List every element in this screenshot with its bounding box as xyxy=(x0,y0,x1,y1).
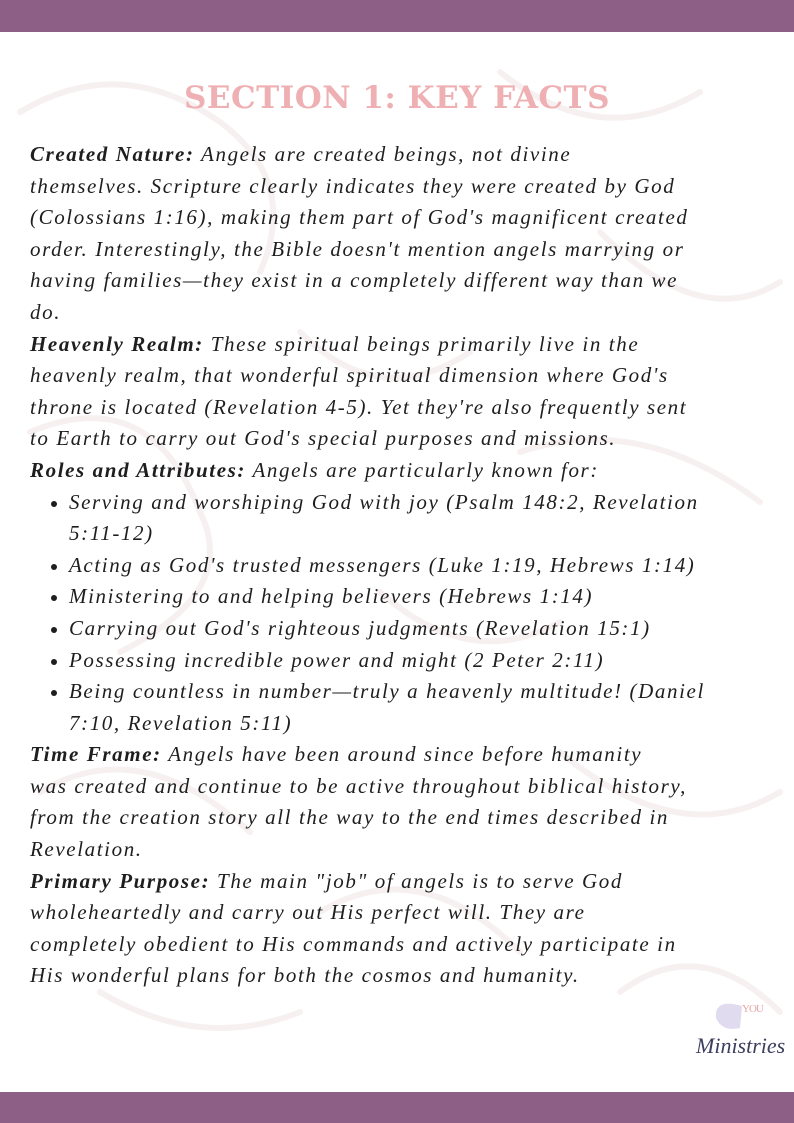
list-item-line: Acting as God's trusted messengers (Luke 1:19, Hebrews 1:14) xyxy=(69,552,696,577)
butterfly-icon xyxy=(716,1004,742,1029)
section-label: Roles and Attributes: xyxy=(30,457,247,482)
paragraph-line xyxy=(30,297,780,329)
paragraph-line xyxy=(30,866,780,898)
line-text: Angels are created beings, not divine xyxy=(194,142,572,166)
paragraph-line xyxy=(30,929,780,961)
key-facts-body xyxy=(30,139,780,992)
paragraph-line xyxy=(30,802,780,834)
list-item xyxy=(30,645,780,677)
paragraph-line xyxy=(30,234,780,266)
line-text: The main "job" of angels is to serve God xyxy=(210,868,623,893)
paragraph-line xyxy=(30,960,780,992)
paragraph-line xyxy=(30,265,780,297)
list-item-line: Ministering to and helping believers (Hebrews 1:14) xyxy=(69,584,594,609)
roles-list xyxy=(30,487,780,740)
svg-text:YOU: YOU xyxy=(742,1003,763,1015)
bottom-banner xyxy=(0,1092,794,1123)
list-item xyxy=(30,613,780,645)
top-banner xyxy=(0,0,794,32)
line-text: throne is located (Revelation 4-5). Yet they're also frequently sent xyxy=(30,394,688,419)
list-item-line: Being countless in number—truly a heavenly multitude! (Daniel xyxy=(69,679,705,704)
paragraph-line xyxy=(30,834,780,866)
paragraph-line xyxy=(30,392,780,424)
paragraph-line xyxy=(30,360,780,392)
list-item xyxy=(30,487,780,550)
line-text: themselves. Scripture clearly indicates they were created by God xyxy=(30,173,676,198)
line-text: wholeheartedly and carry out His perfect will. They are xyxy=(30,900,586,925)
list-item-line: 5:11-12) xyxy=(69,521,154,546)
list-item xyxy=(30,676,780,739)
line-text: completely obedient to His commands and actively participate in xyxy=(30,931,677,956)
line-text: from the creation story all the way to the end times described in xyxy=(30,805,670,830)
line-text: His wonderful plans for both the cosmos and humanity. xyxy=(30,963,580,988)
line-text: order. Interestingly, the Bible doesn't mention angels marrying or xyxy=(30,236,685,261)
section-label: Created Nature: xyxy=(30,142,195,166)
paragraph-line xyxy=(30,171,780,203)
paragraph-line xyxy=(30,739,780,771)
paragraph-line xyxy=(30,139,780,171)
paragraph-line xyxy=(30,329,780,361)
section-label: Primary Purpose: xyxy=(30,868,211,893)
line-text: to Earth to carry out God's special purposes and missions. xyxy=(30,426,617,451)
list-item-line: Carrying out God's righteous judgments (Revelation 15:1) xyxy=(69,615,651,640)
line-text: do. xyxy=(30,299,62,324)
svg-text:Ministries: Ministries xyxy=(696,1033,786,1058)
line-text: having families—they exist in a completely different way than we xyxy=(30,268,679,293)
list-item-line: Serving and worshiping God with joy (Psalm 148:2, Revelation xyxy=(69,489,699,514)
line-text: Angels are particularly known for: xyxy=(246,457,599,482)
list-item xyxy=(30,581,780,613)
paragraph-line xyxy=(30,771,780,803)
line-text: Angels have been around since before humanity xyxy=(161,742,643,767)
line-text: (Colossians 1:16), making them part of God's magnificent created xyxy=(30,205,689,230)
list-item-line: 7:10, Revelation 5:11) xyxy=(69,710,293,735)
paragraph-line xyxy=(30,455,780,487)
list-item xyxy=(30,550,780,582)
paragraph-line xyxy=(30,202,780,234)
ministries-logo xyxy=(694,998,786,1078)
paragraph-line xyxy=(30,423,780,455)
line-text: Revelation. xyxy=(30,837,143,862)
paragraph-line xyxy=(30,897,780,929)
section-label: Heavenly Realm: xyxy=(30,331,204,356)
section-label: Time Frame: xyxy=(30,742,162,767)
line-text: heavenly realm, that wonderful spiritual dimension where God's xyxy=(30,363,669,388)
line-text: was created and continue to be active throughout biblical history, xyxy=(30,773,687,798)
line-text: These spiritual beings primarily live in the xyxy=(203,331,640,356)
list-item-line: Possessing incredible power and might (2 Peter 2:11) xyxy=(69,647,605,672)
page-title: SECTION 1: KEY FACTS xyxy=(183,80,611,116)
